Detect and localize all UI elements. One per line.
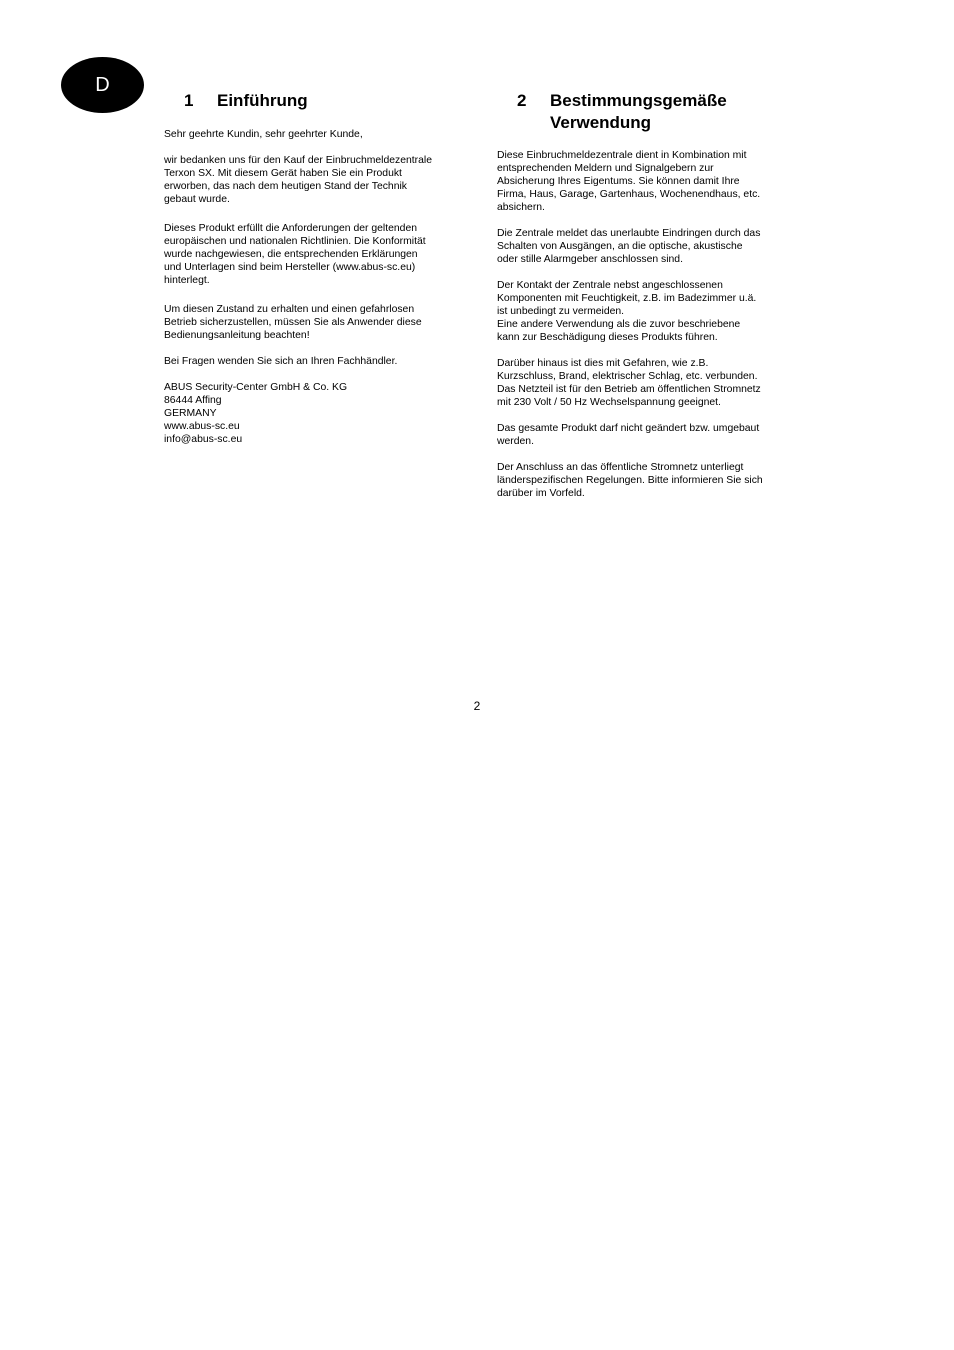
section-1-heading <box>184 90 464 112</box>
section-2-number: 2 <box>517 91 527 110</box>
conformity-paragraph: Dieses Produkt erfüllt die Anforderungen der geltenden europäischen und nationalen Richtlinien. Die Konformität wurde nachgewiesen, die entsprechenden Erklärungen und Unterlagen sind beim Hersteller (www.abus-sc.eu) hinterlegt. <box>164 223 426 286</box>
moisture-paragraph: Der Kontakt der Zentrale nebst angeschlossenen Komponenten mit Feuchtigkeit, z.B. im Badezimmer u.ä. ist unbedingt zu vermeiden. Eine andere Verwendung als die zuvor beschriebene kann zur Beschädigung dieses Produkts führen. <box>497 280 757 343</box>
section-1-title: Einführung <box>217 91 308 110</box>
modification-paragraph: Das gesamte Produkt darf nicht geändert bzw. umgebaut werden. <box>497 423 760 447</box>
greeting-paragraph: Sehr geehrte Kundin, sehr geehrter Kunde, <box>164 129 363 140</box>
section-2-title: Bestimmungsgemäße Verwendung <box>550 91 727 132</box>
power-grid-paragraph: Der Anschluss an das öffentliche Stromnetz unterliegt länderspezifischen Regelungen. Bitte informieren Sie sich darüber im Vorfeld. <box>497 462 763 499</box>
language-badge: D <box>61 57 144 113</box>
hazard-paragraph: Darüber hinaus ist dies mit Gefahren, wie z.B. Kurzschluss, Brand, elektrischer Schlag, etc. verbunden. Das Netzteil ist für den Betrieb am öffentlichen Stromnetz mit 230 Volt / 50 Hz Wechselspannung geeignet. <box>497 358 761 408</box>
address-block: ABUS Security-Center GmbH & Co. KG 86444 Affing GERMANY www.abus-sc.eu info@abus-sc.eu <box>164 382 348 445</box>
page-number: 2 <box>473 699 481 713</box>
section-1-body <box>164 128 464 446</box>
questions-paragraph: Bei Fragen wenden Sie sich an Ihren Fachhändler. <box>164 356 398 367</box>
alarm-paragraph: Die Zentrale meldet das unerlaubte Eindringen durch das Schalten von Ausgängen, an die optische, akustische oder stille Alarmgeber anschlossen sind. <box>497 228 761 265</box>
section-2-heading <box>517 90 797 134</box>
thanks-paragraph: wir bedanken uns für den Kauf der Einbruchmeldezentrale Terxon SX. Mit diesem Gerät haben Sie ein Produkt erworben, das nach dem heutigen Stand der Technik gebaut wurde. <box>164 155 433 205</box>
safety-paragraph: Um diesen Zustand zu erhalten und einen gefahrlosen Betrieb sicherzustellen, müssen Sie als Anwender diese Bedienungsanleitung beachten! <box>164 304 422 341</box>
section-1-number: 1 <box>184 91 194 110</box>
purpose-paragraph: Diese Einbruchmeldezentrale dient in Kombination mit entsprechenden Meldern und Signalgebern zur Absicherung Ihres Eigentums. Sie können damit Ihre Firma, Haus, Garage, Gartenhaus, Wochenendhaus, etc. absichern. <box>497 150 761 213</box>
section-2-body <box>497 149 797 500</box>
